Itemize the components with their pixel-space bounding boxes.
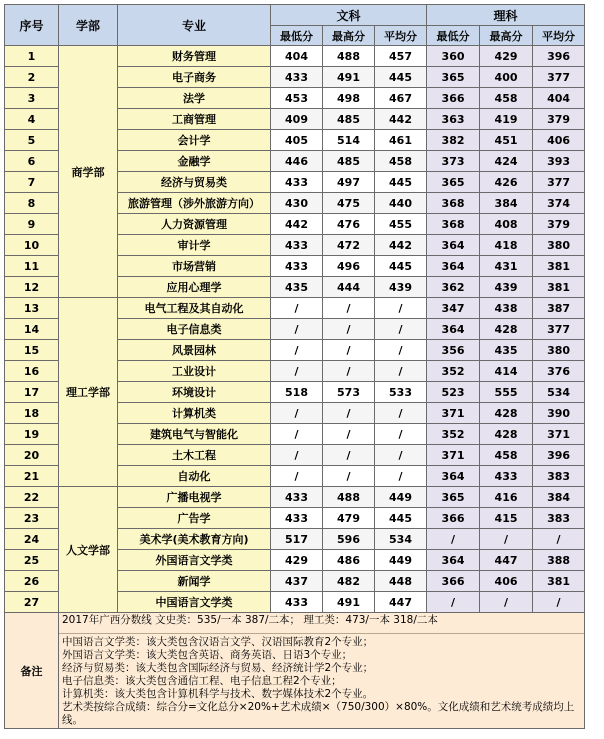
row-seq: 6 [5,151,59,172]
science-max-score: 415 [480,508,533,529]
science-avg-score: 396 [533,46,585,67]
science-min-score: 365 [427,487,480,508]
row-seq: 25 [5,550,59,571]
arts-min-score: 453 [271,88,323,109]
arts-avg-score: 442 [375,235,427,256]
arts-avg-score: / [375,466,427,487]
arts-max-score: 444 [323,277,375,298]
science-avg-score: 383 [533,508,585,529]
major-name: 应用心理学 [118,277,271,298]
notes-divider [59,627,584,634]
science-avg-score: 406 [533,130,585,151]
science-min-score: 362 [427,277,480,298]
arts-max-score: 485 [323,151,375,172]
science-max-score: 424 [480,151,533,172]
row-seq: 27 [5,592,59,613]
arts-avg-score: 461 [375,130,427,151]
arts-min-score: 517 [271,529,323,550]
arts-avg-score: / [375,403,427,424]
arts-min-score: / [271,298,323,319]
arts-max-score: / [323,445,375,466]
science-min-score: 364 [427,235,480,256]
science-max-score: 428 [480,424,533,445]
row-seq: 1 [5,46,59,67]
science-max-score: 428 [480,319,533,340]
major-name: 人力资源管理 [118,214,271,235]
major-name: 电子商务 [118,67,271,88]
science-avg-score: 534 [533,382,585,403]
science-avg-score: 381 [533,277,585,298]
science-min-score: 364 [427,466,480,487]
notes-line: 经济与贸易类：该大类包含国际经济与贸易、经济统计学2个专业； [62,662,374,674]
arts-avg-score: 533 [375,382,427,403]
science-avg-score: / [533,529,585,550]
header-seq: 序号 [5,5,59,46]
department-cell: 商学部 [59,46,118,298]
arts-min-score: / [271,340,323,361]
science-avg-score: 379 [533,214,585,235]
row-seq: 8 [5,193,59,214]
arts-min-score: / [271,361,323,382]
arts-avg-score: / [375,319,427,340]
science-avg-score: 376 [533,361,585,382]
notes-line: 中国语言文学类：该大类包含汉语言文学、汉语国际教育2个专业； [62,636,374,648]
table-row [5,298,585,319]
science-max-score: 416 [480,487,533,508]
arts-avg-score: 442 [375,109,427,130]
major-name: 经济与贸易类 [118,172,271,193]
arts-min-score: 435 [271,277,323,298]
row-seq: 4 [5,109,59,130]
header-arts: 文科 [271,5,427,26]
science-avg-score: 383 [533,466,585,487]
arts-max-score: / [323,298,375,319]
notes-line: 电子信息类：该大类包含通信工程、电子信息工程2个专业； [62,675,342,687]
science-min-score: 365 [427,172,480,193]
science-avg-score: 381 [533,256,585,277]
major-name: 会计学 [118,130,271,151]
row-seq: 20 [5,445,59,466]
science-avg-score: 388 [533,550,585,571]
science-min-score: 371 [427,403,480,424]
arts-min-score: 437 [271,571,323,592]
header-science: 理科 [427,5,585,26]
arts-min-score: 433 [271,487,323,508]
science-max-score: 429 [480,46,533,67]
major-name: 财务管理 [118,46,271,67]
arts-max-score: 486 [323,550,375,571]
arts-avg-score: 439 [375,277,427,298]
science-avg-score: 384 [533,487,585,508]
arts-min-score: 433 [271,235,323,256]
row-seq: 24 [5,529,59,550]
major-name: 风景园林 [118,340,271,361]
row-seq: 2 [5,67,59,88]
arts-avg-score: 445 [375,172,427,193]
arts-max-score: 479 [323,508,375,529]
science-min-score: 366 [427,508,480,529]
table-body [5,46,585,613]
science-min-score: 356 [427,340,480,361]
science-min-score: 523 [427,382,480,403]
science-min-score: 352 [427,361,480,382]
row-seq: 10 [5,235,59,256]
row-seq: 11 [5,256,59,277]
notes-line: 外国语言文学类：该大类包含英语、商务英语、日语3个专业； [62,649,353,661]
department-cell: 理工学部 [59,298,118,487]
science-min-score: 366 [427,571,480,592]
arts-min-score: 404 [271,46,323,67]
arts-max-score: 491 [323,592,375,613]
arts-max-score: / [323,361,375,382]
science-max-score: 555 [480,382,533,403]
major-name: 建筑电气与智能化 [118,424,271,445]
arts-avg-score: 447 [375,592,427,613]
science-min-score: 365 [427,67,480,88]
arts-avg-score: 445 [375,256,427,277]
row-seq: 22 [5,487,59,508]
arts-max-score: / [323,466,375,487]
arts-max-score: 573 [323,382,375,403]
arts-avg-score: 448 [375,571,427,592]
admission-score-table [4,4,585,729]
science-max-score: / [480,529,533,550]
arts-max-score: 496 [323,256,375,277]
science-avg-score: 396 [533,445,585,466]
header-sci-max: 最高分 [480,26,533,46]
arts-max-score: / [323,403,375,424]
arts-avg-score: 445 [375,508,427,529]
arts-min-score: 430 [271,193,323,214]
science-min-score: 371 [427,445,480,466]
arts-min-score: / [271,319,323,340]
notes-scoreline: 2017年广西分数线 文史类：535/一本 387/二本； 理工类：473/一本 318/二本 [62,614,438,626]
major-name: 新闻学 [118,571,271,592]
science-min-score: 368 [427,214,480,235]
header-sci-avg: 平均分 [533,26,585,46]
major-name: 工业设计 [118,361,271,382]
notes-label: 备注 [5,613,59,729]
row-seq: 5 [5,130,59,151]
science-avg-score: 381 [533,571,585,592]
arts-max-score: / [323,319,375,340]
major-name: 工商管理 [118,109,271,130]
header-arts-max: 最高分 [323,26,375,46]
row-seq: 16 [5,361,59,382]
arts-max-score: 488 [323,46,375,67]
arts-avg-score: 449 [375,550,427,571]
science-max-score: 433 [480,466,533,487]
arts-max-score: / [323,424,375,445]
science-min-score: 373 [427,151,480,172]
arts-max-score: 497 [323,172,375,193]
science-max-score: 384 [480,193,533,214]
science-min-score: 382 [427,130,480,151]
major-name: 旅游管理（涉外旅游方向） [118,193,271,214]
arts-min-score: 446 [271,151,323,172]
major-name: 金融学 [118,151,271,172]
notes-line: 计算机类：该大类包含计算机科学与技术、数字媒体技术2个专业。 [62,688,374,700]
arts-avg-score: 445 [375,67,427,88]
arts-avg-score: 455 [375,214,427,235]
row-seq: 14 [5,319,59,340]
science-avg-score: 371 [533,424,585,445]
science-max-score: 406 [480,571,533,592]
arts-max-score: 491 [323,67,375,88]
science-max-score: 426 [480,172,533,193]
science-min-score: 347 [427,298,480,319]
arts-max-score: 472 [323,235,375,256]
arts-max-score: 498 [323,88,375,109]
science-avg-score: 390 [533,403,585,424]
row-seq: 19 [5,424,59,445]
arts-min-score: 429 [271,550,323,571]
major-name: 市场营销 [118,256,271,277]
science-avg-score: 377 [533,67,585,88]
arts-avg-score: / [375,298,427,319]
row-seq: 21 [5,466,59,487]
arts-min-score: / [271,403,323,424]
header-sci-min: 最低分 [427,26,480,46]
arts-min-score: 433 [271,508,323,529]
major-name: 广告学 [118,508,271,529]
arts-avg-score: 449 [375,487,427,508]
row-seq: 3 [5,88,59,109]
science-max-score: 435 [480,340,533,361]
science-min-score: 366 [427,88,480,109]
science-max-score: 458 [480,445,533,466]
science-avg-score: 374 [533,193,585,214]
arts-max-score: 488 [323,487,375,508]
arts-min-score: 433 [271,172,323,193]
science-avg-score: 380 [533,340,585,361]
major-name: 环境设计 [118,382,271,403]
science-min-score: 352 [427,424,480,445]
table-row [5,487,585,508]
major-name: 中国语言文学类 [118,592,271,613]
row-seq: 26 [5,571,59,592]
row-seq: 23 [5,508,59,529]
science-max-score: 428 [480,403,533,424]
arts-avg-score: / [375,445,427,466]
arts-max-score: 476 [323,214,375,235]
header-major: 专业 [118,5,271,46]
header-dept: 学部 [59,5,118,46]
science-max-score: 439 [480,277,533,298]
science-avg-score: 377 [533,319,585,340]
science-max-score: 451 [480,130,533,151]
science-avg-score: / [533,592,585,613]
arts-min-score: 433 [271,592,323,613]
science-max-score: 458 [480,88,533,109]
science-min-score: 364 [427,319,480,340]
major-name: 计算机类 [118,403,271,424]
arts-avg-score: 534 [375,529,427,550]
science-max-score: 438 [480,298,533,319]
science-max-score: 408 [480,214,533,235]
header-arts-avg: 平均分 [375,26,427,46]
science-avg-score: 380 [533,235,585,256]
arts-avg-score: 467 [375,88,427,109]
arts-max-score: 596 [323,529,375,550]
science-avg-score: 379 [533,109,585,130]
notes-line: 艺术类按综合成绩：综合分=文化总分×20%+艺术成绩×（750/300）×80%。文化成绩和艺术统考成绩均上线。 [62,701,575,726]
science-max-score: 400 [480,67,533,88]
science-max-score: 447 [480,550,533,571]
row-seq: 7 [5,172,59,193]
arts-avg-score: / [375,361,427,382]
arts-max-score: 514 [323,130,375,151]
arts-min-score: / [271,466,323,487]
row-seq: 18 [5,403,59,424]
notes-body [59,613,585,729]
table-row [5,46,585,67]
header-arts-min: 最低分 [271,26,323,46]
science-min-score: 363 [427,109,480,130]
row-seq: 13 [5,298,59,319]
arts-max-score: 485 [323,109,375,130]
science-min-score: 360 [427,46,480,67]
major-name: 土木工程 [118,445,271,466]
science-max-score: 419 [480,109,533,130]
science-max-score: / [480,592,533,613]
arts-min-score: 433 [271,67,323,88]
arts-avg-score: / [375,340,427,361]
science-min-score: 364 [427,256,480,277]
arts-avg-score: 440 [375,193,427,214]
science-min-score: 368 [427,193,480,214]
major-name: 电气工程及其自动化 [118,298,271,319]
science-min-score: / [427,592,480,613]
arts-avg-score: / [375,424,427,445]
arts-min-score: 518 [271,382,323,403]
row-seq: 12 [5,277,59,298]
row-seq: 9 [5,214,59,235]
arts-min-score: 433 [271,256,323,277]
arts-min-score: 405 [271,130,323,151]
science-avg-score: 393 [533,151,585,172]
arts-avg-score: 457 [375,46,427,67]
science-min-score: 364 [427,550,480,571]
arts-min-score: 442 [271,214,323,235]
department-cell: 人文学部 [59,487,118,613]
major-name: 审计学 [118,235,271,256]
arts-avg-score: 458 [375,151,427,172]
science-avg-score: 387 [533,298,585,319]
science-min-score: / [427,529,480,550]
arts-min-score: 409 [271,109,323,130]
major-name: 自动化 [118,466,271,487]
science-max-score: 431 [480,256,533,277]
arts-min-score: / [271,445,323,466]
science-avg-score: 377 [533,172,585,193]
major-name: 法学 [118,88,271,109]
arts-min-score: / [271,424,323,445]
major-name: 电子信息类 [118,319,271,340]
major-name: 外国语言文学类 [118,550,271,571]
major-name: 广播电视学 [118,487,271,508]
arts-max-score: 482 [323,571,375,592]
science-avg-score: 404 [533,88,585,109]
science-max-score: 414 [480,361,533,382]
row-seq: 15 [5,340,59,361]
row-seq: 17 [5,382,59,403]
science-max-score: 418 [480,235,533,256]
major-name: 美术学(美术教育方向) [118,529,271,550]
arts-max-score: / [323,340,375,361]
arts-max-score: 475 [323,193,375,214]
